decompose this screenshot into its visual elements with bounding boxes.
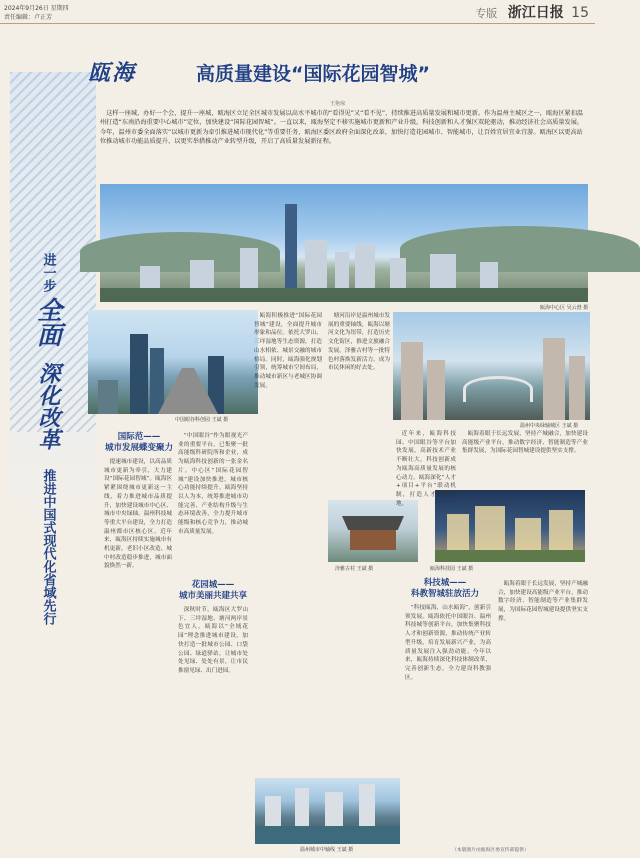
section-1-text: 提速城市建设，以高品质城市更新为牵引，大力建设“国际花园智城”。瓯海区紧紧围绕城市更新这一主线，着力推进城市品质提升，加快建设城市中心区、城市中央绿轴、温州科技城等重大平台建设，全力打造温州都市区核心区。近年来，瓯海区持续实施城市有机更新，老旧小区改造、城中村改造稳步推进，城市面貌焕然一新。 — [104, 459, 172, 570]
skyline-caption: 瓯海中心区 吴云澄 摄 — [540, 305, 589, 311]
building — [240, 248, 258, 288]
photo-credit-footer: （本版图片由瓯海区委宣传部提供） — [452, 848, 529, 853]
tech-park-caption: 瓯海科技园 王斌 摄 — [430, 566, 474, 572]
lawn — [435, 550, 585, 562]
column-3-text: 瓯海积极推进“国际花园智城”建设，全面提升城市形象和品位。依托大罗山、三垟湿地等生态资源，打造山水相依、城景交融的城市格局。同时，瓯海强化规划引领，统筹城市空间布局，推动城市新区与老城区协调发展。 — [254, 313, 322, 389]
building — [549, 510, 573, 552]
slogan-line-3: 深化改革 — [35, 362, 61, 450]
building — [150, 348, 164, 414]
title-calligraphy: 瓯海 — [88, 60, 137, 86]
building — [401, 342, 423, 420]
building — [335, 252, 349, 288]
column-7-text: 瓯海着眼于长远发展，坚持产城融合，加快建设高能级产业平台，推动数字经济、智能制造等产业集群发展，为国际花园智城建设提供坚实支撑。 — [498, 581, 588, 622]
building — [430, 254, 456, 288]
title-main: 高质量建设“国际花园智城” — [196, 63, 430, 85]
building — [390, 258, 406, 288]
column-5 — [396, 430, 456, 507]
ancient-village-caption: 泽雅古村 王斌 摄 — [335, 566, 374, 572]
section-3-text: “科技瓯海，山水瓯海”，创新引领发展。瓯海依托中国眼谷、温州科技城等创新平台，加快集聚科技人才和创新资源，推动传统产业转型升级，培育发展新兴产业，为高质量发展注入强劲动能。今年以来，瓯海持续深化科技体制改革，完善创新生态，全力建设科教强区。 — [405, 605, 491, 681]
section-1-body — [104, 458, 172, 842]
column-4-text: 塘河沿岸是温州城市发展的重要轴线，瓯海以塘河文化为纽带，打造历史文化街区，推进文旅融合发展。泽雅古村等一批特色村落焕发新活力，成为市民休闲的好去处。 — [328, 313, 390, 372]
building — [190, 260, 214, 288]
building — [325, 792, 343, 826]
special-edition-label: 专版 — [475, 7, 498, 20]
column-5-text: 近年来，瓯海科技园、中国眼谷等平台加快发展，高新技术产业不断壮大，科技创新成为瓯海高质量发展的核心动力。瓯海深化“人才+项目+平台”联动机制，打造人才集聚高地。 — [396, 431, 456, 507]
page-header — [0, 0, 595, 24]
central-axis-caption: 温州中央绿轴城区 王斌 摄 — [520, 423, 579, 429]
section-3-heading — [405, 578, 485, 600]
column-4 — [328, 312, 390, 496]
tech-park-photo — [435, 490, 585, 562]
column-2-text: “中国眼谷”作为眼视光产业的重要平台，已集聚一批高能级科研院所和企业，成为瓯海科技创新的一张金名片。中心区“国际花园智城”建设加快推进，城市核心功能持续提升。瓯海坚持以人为本，统筹推进城市功能完善、产业结构升级与生态环境改善，全力提升城市能级和核心竞争力，推动城市高质量发展。 — [178, 433, 248, 535]
column-6-text: 瓯海着眼于长远发展，坚持产城融合，加快建设高能级产业平台，推动数字经济、智能制造等产业集群发展，为国际花园智城建设提供坚实支撑。 — [462, 431, 588, 455]
city-axis-photo — [255, 778, 400, 844]
building — [543, 338, 565, 420]
ancient-village-photo — [328, 500, 418, 562]
slogan-line-1: 进一步 — [40, 252, 56, 292]
central-axis-photo — [393, 312, 590, 420]
vertical-slogan — [20, 250, 76, 632]
skyline-photo — [100, 184, 588, 302]
building — [359, 784, 375, 826]
building — [515, 518, 541, 552]
building-body — [350, 530, 396, 550]
roof — [342, 516, 404, 530]
building — [475, 506, 505, 552]
building — [295, 788, 309, 826]
page-number: 15 — [571, 5, 589, 21]
building — [355, 244, 375, 288]
building — [98, 380, 118, 414]
column-6 — [462, 430, 588, 486]
building — [140, 266, 160, 288]
section-2-title-line1: 花园城—— — [191, 580, 235, 590]
section-3-title-line2: 科教智城驻放活力 — [410, 589, 479, 599]
foreground-greenery — [100, 288, 588, 302]
slogan-line-4: 推进中国式现代化省域先行 — [40, 469, 56, 625]
city-axis-caption: 温州城市中轴线 王斌 摄 — [300, 847, 354, 853]
section-2-title-line2: 城市美丽共建共享 — [178, 591, 247, 601]
article-author: 王艳琼 — [330, 101, 346, 107]
building — [265, 796, 281, 826]
section-2-text: 深秋时节，瓯海区大罗山下、三垟湿地、塘河两岸景色宜人。瓯海以“全域花园”理念推进城市建设，加快打造一批城市公园、口袋公园、绿道驿站，让城市处处见绿、处处有景，让市民推窗见绿、出门进园。 — [178, 607, 248, 674]
slogan-line-2: 全面 — [33, 297, 63, 347]
section-3-title-line1: 科技城—— — [423, 578, 467, 588]
building — [427, 360, 445, 420]
section-1-title-line2: 城市发展蝶变聚力 — [104, 443, 173, 453]
bridge-arch — [463, 376, 533, 402]
article-lead: 这样一座城，办好一个会，提升一座城，瓯海区立足全区城市发展以高水平城市的“看得见”又“看不见”，持续推进高质量发展和城市更新。作为温州主城区之一，瓯海区紧扣温州打造“东南沿海重要中心城市”定位，加快建设“国际花园智城”。一直以来，瓯海坚定不移实施城市更新和产业升级，科技创新和人才强区双轮驱动，推动经济社会高质量发展。今年，温州市委全面落实“以城市更新为牵引推进城市现代化”等重要任务，瓯海区委区政府全面深化改革，加快打造花园城市、智能城市，让百姓宜居宜业宜游。瓯海区以更高站位推动城市功能品质提升、以更实举措推动产业转型升级，开启了高质量发展新征程。 — [100, 110, 584, 146]
column-2-top — [178, 432, 248, 572]
building — [130, 334, 148, 414]
column-3 — [254, 312, 322, 772]
paper-name: 浙江日报 — [507, 5, 564, 21]
city-caption: 中国眼谷科创园 王斌 摄 — [175, 417, 229, 423]
building — [447, 514, 469, 552]
landmark-tower — [285, 204, 297, 288]
section-3-body — [405, 604, 491, 840]
masthead — [475, 2, 589, 22]
article-title — [88, 56, 588, 86]
issue-date: 2024年9月26日 星期四 — [4, 5, 69, 12]
column-7 — [498, 580, 588, 840]
section-2-body — [178, 606, 248, 842]
section-1-title-line1: 国际范—— — [117, 432, 161, 442]
river — [255, 826, 400, 844]
section-1-heading — [104, 432, 174, 454]
building — [480, 262, 498, 288]
building — [569, 356, 585, 420]
editor-credit: 责任编辑：卢正芳 — [4, 14, 53, 21]
section-2-heading — [178, 580, 248, 602]
city-photo — [88, 310, 258, 414]
building — [305, 240, 327, 288]
